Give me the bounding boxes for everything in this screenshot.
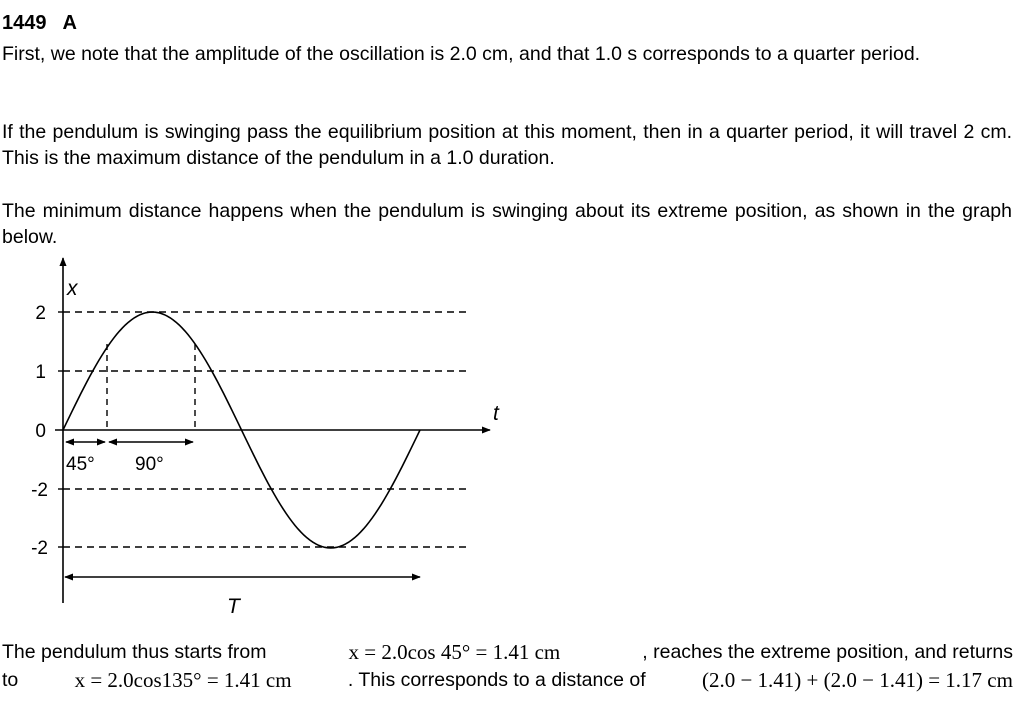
paragraph-maximum-distance: If the pendulum is swinging pass the equilibrium position at this moment, then in a quarter period, it will travel 2 cm. This is the maximum distance of the pendulum in a 1.0 duration. bbox=[2, 121, 1012, 169]
x-axis-label: t bbox=[493, 402, 499, 425]
y-tick-label-neg-2-upper: -2 bbox=[31, 480, 48, 501]
conclusion-line-1 bbox=[2, 638, 1013, 666]
start-position-equation: x = 2.0cos 45° = 1.41 cm bbox=[348, 640, 561, 664]
y-axis-label: x bbox=[67, 277, 78, 300]
angle-label-45: 45° bbox=[66, 454, 95, 475]
conclusion-text-start: The pendulum thus starts from bbox=[2, 641, 267, 663]
conclusion-text-middle: , reaches the extreme position, and returns bbox=[642, 641, 1013, 663]
conclusion-text-distance: . This corresponds to a distance of bbox=[347, 669, 646, 691]
y-tick-label-1: 1 bbox=[35, 362, 46, 383]
question-heading bbox=[2, 10, 77, 36]
angle-label-90: 90° bbox=[135, 454, 164, 475]
period-label: T bbox=[227, 595, 240, 618]
y-tick-label-neg-2-lower: -2 bbox=[31, 538, 48, 559]
displacement-time-graph bbox=[0, 250, 520, 630]
y-tick-label-0: 0 bbox=[35, 421, 46, 442]
end-position-equation: x = 2.0cos135° = 1.41 cm bbox=[74, 668, 292, 692]
paragraph-amplitude: First, we note that the amplitude of the oscillation is 2.0 cm, and that 1.0 s corresponds to a quarter period. bbox=[2, 43, 921, 65]
paragraph-minimum-distance: The minimum distance happens when the pendulum is swinging about its extreme position, as shown in the graph below. bbox=[2, 200, 1012, 248]
question-number: 1449 bbox=[2, 12, 47, 34]
conclusion-line-2 bbox=[2, 666, 1013, 694]
total-distance-equation: (2.0 − 1.41) + (2.0 − 1.41) = 1.17 cm bbox=[701, 668, 1013, 692]
answer-letter: A bbox=[62, 12, 77, 34]
conclusion-text-to: to bbox=[2, 669, 19, 691]
y-tick-label-2: 2 bbox=[35, 303, 46, 324]
